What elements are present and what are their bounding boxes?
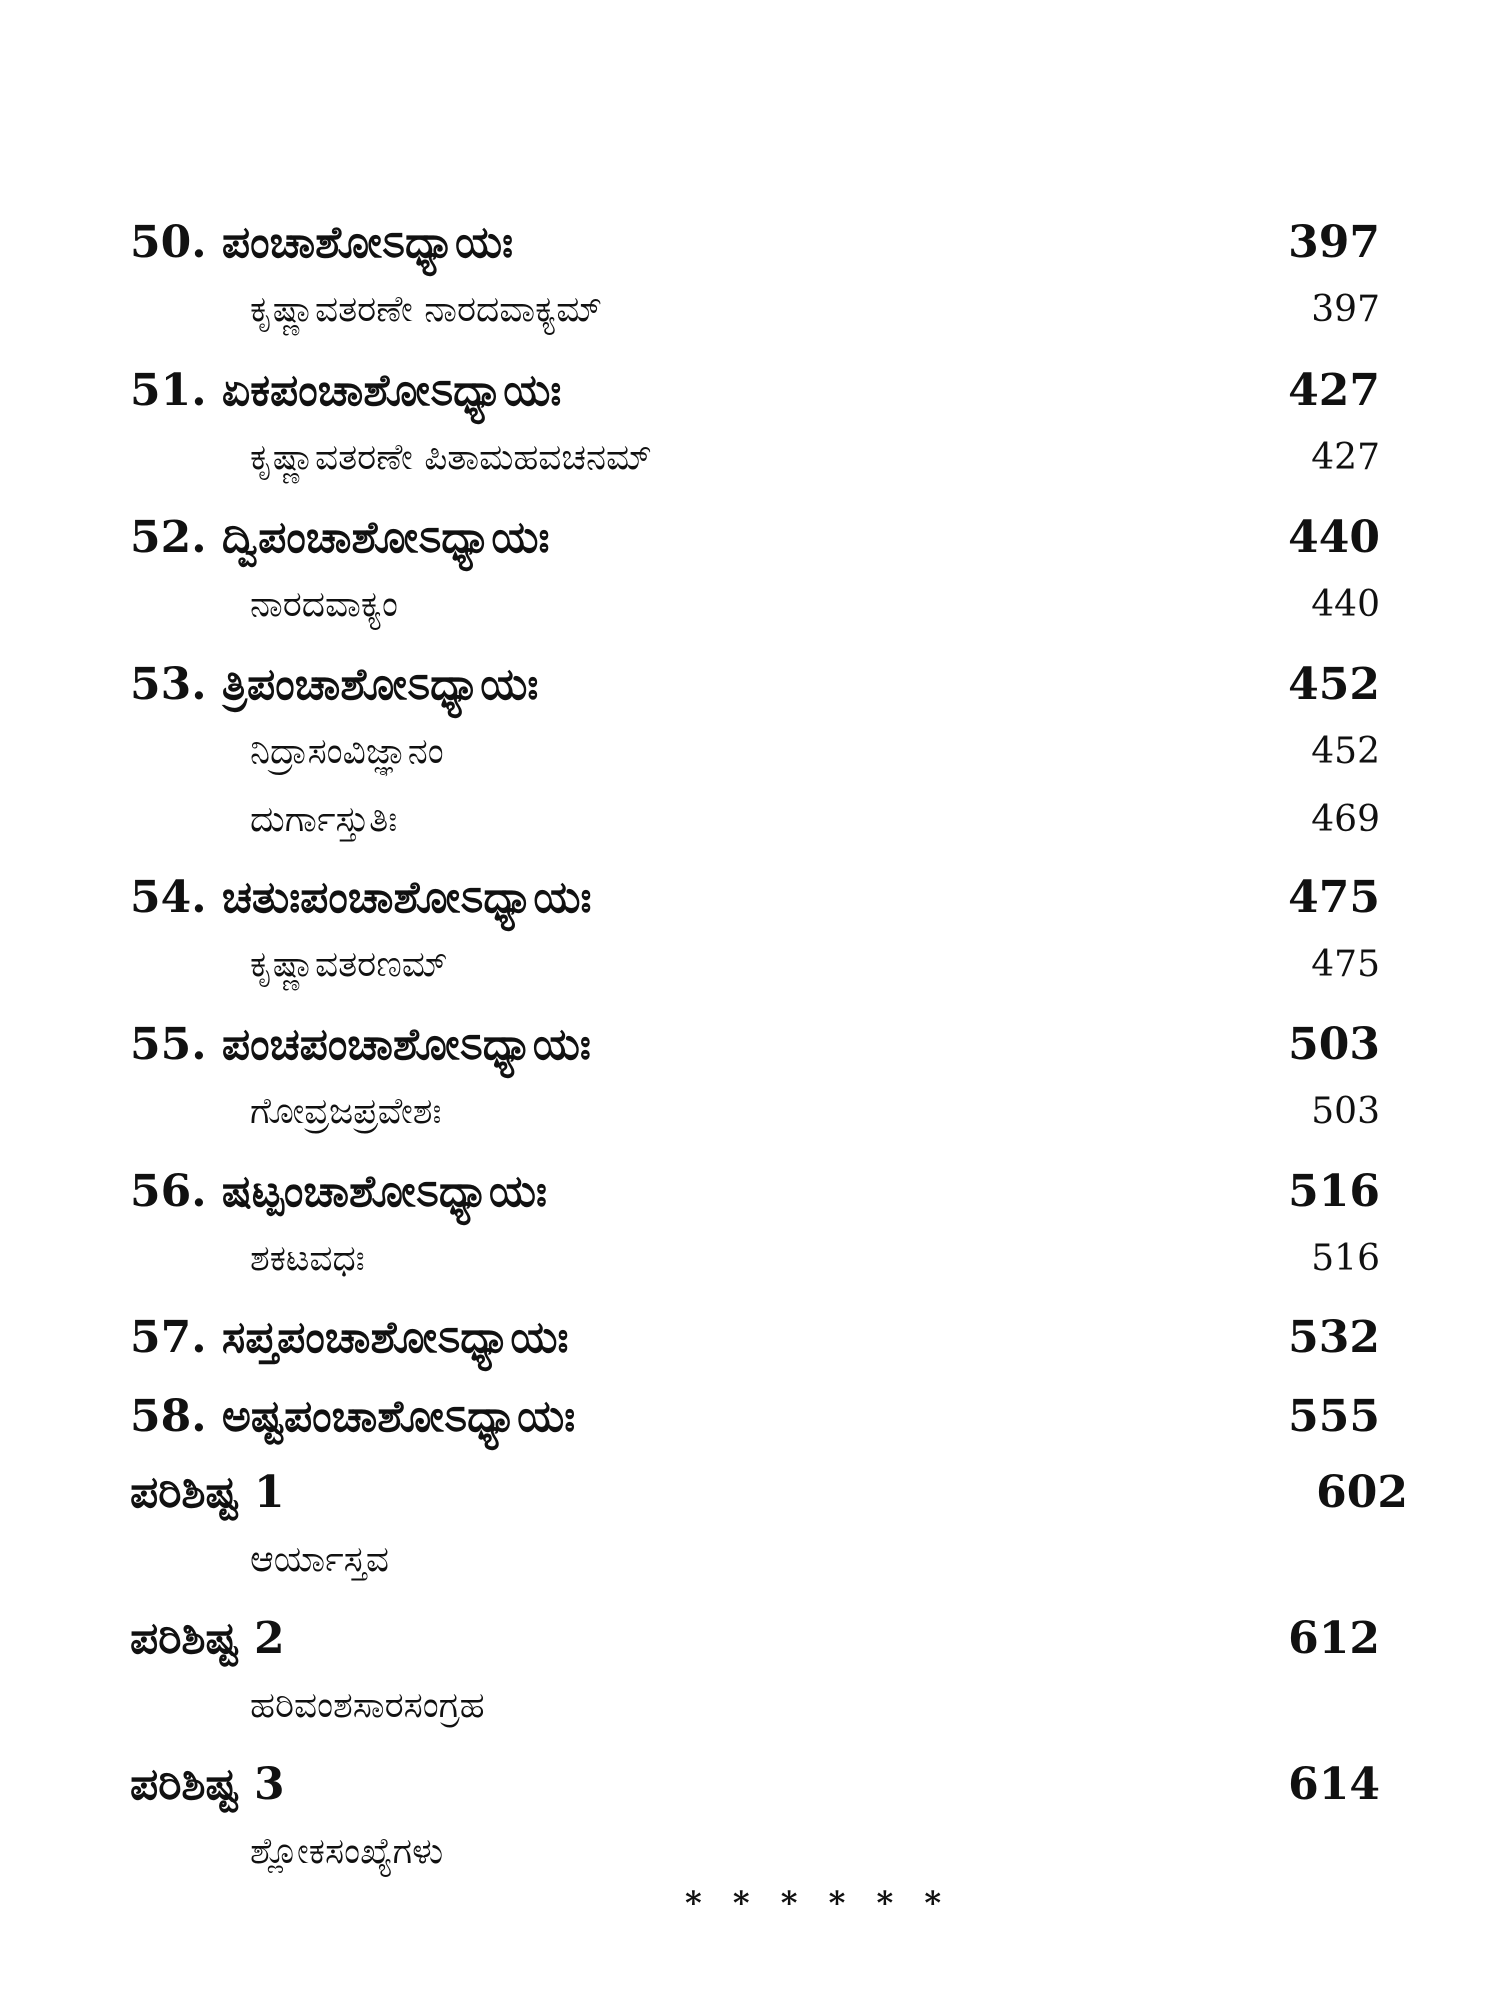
page-number: 427 [1311, 437, 1380, 478]
toc-subentry [250, 1674, 1380, 1736]
chapter-title: 56. ಷಟ್ಪಂಚಾಶೋಽಧ್ಯಾಯಃ [130, 1166, 547, 1217]
toc-chapter-50 [130, 208, 1380, 278]
section-title: ಕೃಷ್ಣಾವತರಣೇ ಪಿತಾಮಹವಚನಮ್ [250, 437, 652, 478]
chapter-title: 52. ದ್ವಿಪಂಚಾಶೋಽಧ್ಯಾಯಃ [130, 512, 550, 563]
section-title: ಶಕಟವಧಃ [250, 1238, 365, 1279]
toc-chapter-52 [130, 503, 1380, 573]
toc-appendix-2 [130, 1604, 1380, 1674]
toc-subentry [250, 1227, 1380, 1289]
appendix-title: ಪರಿಶಿಷ್ಟ 2 [130, 1613, 285, 1664]
page-number: 614 [1288, 1759, 1380, 1810]
toc-subentry [250, 933, 1380, 995]
page-number: 516 [1311, 1238, 1380, 1279]
toc-subentry [250, 573, 1380, 635]
page-number: 555 [1288, 1391, 1380, 1442]
page-number: 469 [1311, 799, 1380, 840]
chapter-title: 50. ಪಂಚಾಶೋಽಧ್ಯಾಯಃ [130, 217, 514, 268]
section-title: ಕೃಷ್ಣಾವತರಣೇ ನಾರದವಾಕ್ಯಮ್ [250, 289, 603, 330]
toc-chapter-53 [130, 650, 1380, 720]
page-number: 532 [1288, 1312, 1380, 1363]
end-ornament: * * * * * * [685, 1884, 952, 1922]
appendix-title: ಪರಿಶಿಷ್ಟ 3 [130, 1759, 285, 1810]
page-number: 475 [1311, 944, 1380, 985]
section-title: ಹರಿವಂಶಸಾರಸಂಗ್ರಹ [250, 1685, 485, 1726]
page-number: 397 [1311, 289, 1380, 330]
toc-chapter-58 [130, 1382, 1380, 1452]
toc-subentry [250, 1080, 1380, 1142]
toc-subentry [250, 1528, 1380, 1590]
section-title: ಶ್ಲೋಕಸಂಖ್ಯೆಗಳು [250, 1831, 444, 1872]
chapter-title: 53. ತ್ರಿಪಂಚಾಶೋಽಧ್ಯಾಯಃ [130, 659, 539, 710]
chapter-title: 58. ಅಷ್ಟಪಂಚಾಶೋಽಧ್ಯಾಯಃ [130, 1391, 576, 1442]
chapter-title: 51. ಏಕಪಂಚಾಶೋಽಧ್ಯಾಯಃ [130, 365, 562, 416]
section-title: ಕೃಷ್ಣಾವತರಣಮ್ [250, 944, 448, 985]
section-title: ಆರ್ಯಾಸ್ತವ [250, 1539, 389, 1580]
page-number: 452 [1288, 659, 1380, 710]
toc-chapter-54 [130, 863, 1380, 933]
page-number: 503 [1288, 1019, 1380, 1070]
page-number: 440 [1311, 584, 1380, 625]
toc-chapter-56 [130, 1157, 1380, 1227]
toc-appendix-3 [130, 1750, 1380, 1820]
section-title: ನಾರದವಾಕ್ಯಂ [250, 584, 398, 625]
page-number: 427 [1288, 365, 1380, 416]
page-number: 440 [1288, 512, 1380, 563]
toc-appendix-1 [130, 1458, 1408, 1528]
chapter-title: 57. ಸಪ್ತಪಂಚಾಶೋಽಧ್ಯಾಯಃ [130, 1312, 569, 1363]
page-number: 397 [1288, 217, 1380, 268]
chapter-title: 54. ಚತುಃಪಂಚಾಶೋಽಧ್ಯಾಯಃ [130, 872, 592, 923]
chapter-title: 55. ಪಂಚಪಂಚಾಶೋಽಧ್ಯಾಯಃ [130, 1019, 591, 1070]
toc-subentry [250, 1820, 1380, 1882]
page-number: 516 [1288, 1166, 1380, 1217]
page-number: 612 [1288, 1613, 1380, 1664]
toc-chapter-57 [130, 1303, 1380, 1373]
appendix-title: ಪರಿಶಿಷ್ಟ 1 [130, 1467, 285, 1518]
page-number: 503 [1311, 1091, 1380, 1132]
page-number: 602 [1316, 1467, 1408, 1518]
toc-subentry [250, 788, 1380, 850]
toc-chapter-51 [130, 356, 1380, 426]
toc-subentry [250, 720, 1380, 782]
section-title: ದುರ್ಗಾಸ್ತುತಿಃ [250, 799, 398, 840]
toc-subentry [250, 426, 1380, 488]
section-title: ಗೋವ್ರಜಪ್ರವೇಶಃ [250, 1091, 442, 1132]
section-title: ನಿದ್ರಾಸಂವಿಜ್ಞಾನಂ [250, 731, 444, 772]
toc-subentry [250, 278, 1380, 340]
page-number: 475 [1288, 872, 1380, 923]
page-number: 452 [1311, 731, 1380, 772]
toc-chapter-55 [130, 1010, 1380, 1080]
